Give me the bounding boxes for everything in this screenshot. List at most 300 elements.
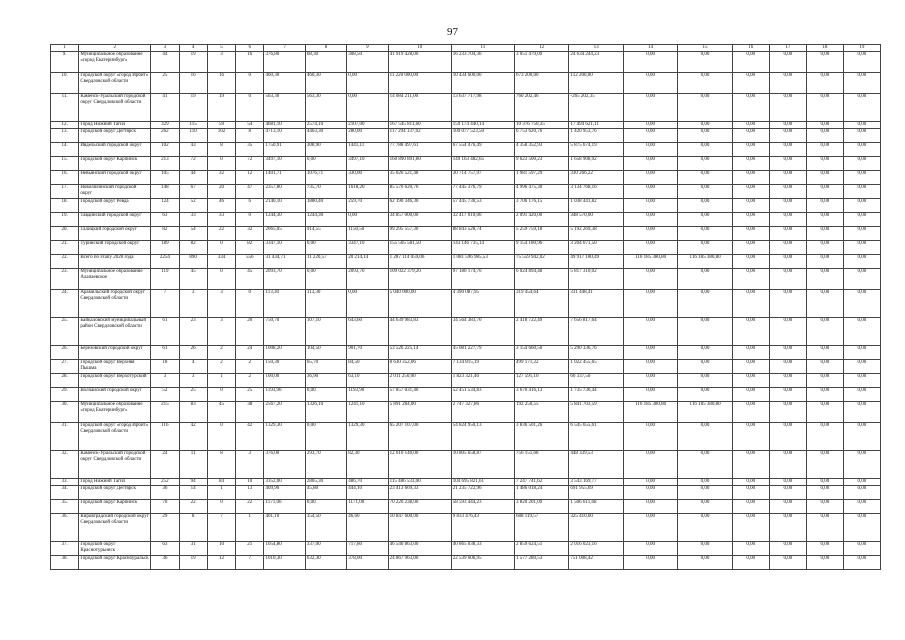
table-cell: 4463,30: [305, 129, 346, 143]
table-cell: 460,30: [264, 73, 305, 94]
table-cell: 4 996 475,30: [514, 185, 568, 199]
table-cell: 192 250,55: [514, 402, 568, 423]
table-cell: 62 190 346,30: [388, 199, 451, 213]
table-cell: 10 847 600,00: [388, 514, 451, 542]
table-row: [51, 255, 881, 269]
table-cell: 0,00: [843, 227, 880, 241]
table-cell: 11.: [51, 94, 79, 122]
column-header: 1: [51, 45, 79, 52]
table-row: [51, 290, 881, 318]
table-cell: 0,00: [623, 171, 677, 185]
table-cell: 25: [179, 388, 207, 402]
table-cell: 2: [207, 360, 235, 374]
table-cell: 0,00: [843, 360, 880, 374]
table-cell: 0,00: [305, 388, 346, 402]
table-cell: 9 623 500,23: [514, 157, 568, 171]
table-cell: 0,00: [806, 171, 843, 185]
table-cell: 10: [236, 479, 264, 486]
table-cell: 0,00: [732, 227, 769, 241]
table-cell: 63: [151, 542, 179, 556]
table-cell: 11: [179, 451, 207, 479]
table-cell: 1 981 597,29: [514, 171, 568, 185]
table-cell: 29: [151, 514, 179, 542]
table-cell: 0,00: [732, 290, 769, 318]
table-cell: 0,00: [732, 479, 769, 486]
table-cell: 331 448,41: [569, 290, 623, 318]
table-cell: 5 891 284,00: [388, 402, 451, 423]
table-cell: 42: [236, 423, 264, 451]
table-cell: 37.: [51, 542, 79, 556]
table-row: [51, 318, 881, 346]
table-row: [51, 500, 881, 514]
table-cell: 112 200,00: [569, 73, 623, 94]
municipality-name-cell: Тавдинский городской округ: [79, 213, 151, 227]
column-header: 15: [678, 45, 732, 52]
table-cell: 31 434,71: [264, 255, 305, 269]
table-cell: 5 040 000,00: [388, 290, 451, 318]
table-cell: 2093,70: [347, 269, 388, 290]
column-header: 9: [347, 45, 388, 52]
table-cell: 65 207 107,00: [388, 423, 451, 451]
table-cell: 2: [207, 346, 235, 360]
table-cell: 0,00: [769, 213, 806, 227]
table-row: [51, 241, 881, 255]
table-cell: 0,00: [769, 542, 806, 556]
table-cell: 124: [151, 199, 179, 213]
table-cell: 12 010 140,00: [388, 451, 451, 479]
table-cell: 901,70: [347, 346, 388, 360]
table-cell: 0,00: [843, 290, 880, 318]
table-cell: 21.: [51, 241, 79, 255]
table-cell: 107,10: [305, 318, 346, 346]
table-cell: 1 081 596 985,53: [451, 255, 514, 269]
table-cell: 760 202,46: [514, 94, 568, 122]
table-cell: 46: [207, 199, 235, 213]
column-header: 19: [843, 45, 880, 52]
table-cell: 34.: [51, 486, 79, 500]
table-cell: 23.: [51, 269, 79, 290]
table-cell: 44: [179, 171, 207, 185]
table-cell: 1401,71: [264, 171, 305, 185]
table-cell: 0,00: [678, 94, 732, 122]
table-cell: 0,00: [769, 451, 806, 479]
table-cell: 109 022 379,20: [388, 269, 451, 290]
table-cell: 0,00: [843, 388, 880, 402]
table-cell: 0,00: [843, 451, 880, 479]
table-cell: 751 008,42: [569, 556, 623, 570]
table-cell: 6 545 655,61: [569, 423, 623, 451]
table-cell: 890: [179, 255, 207, 269]
table-cell: 750,70: [264, 318, 305, 346]
table-cell: 262: [151, 129, 179, 143]
table-cell: 58 593 444,23: [451, 500, 514, 514]
table-cell: 0,00: [732, 374, 769, 388]
table-cell: 2357,80: [264, 185, 305, 199]
table-cell: 11 220 000,00: [388, 73, 451, 94]
table-cell: 3347,10: [347, 241, 388, 255]
column-header: 2: [79, 45, 151, 52]
table-cell: 0,00: [806, 346, 843, 360]
table-cell: 0,00: [678, 199, 732, 213]
table-cell: 0,00: [843, 542, 880, 556]
table-cell: 1 038 441,82: [569, 199, 623, 213]
table-row: [51, 129, 881, 143]
table-cell: 0,00: [732, 241, 769, 255]
table-cell: 45 081 227,79: [451, 346, 514, 360]
municipality-name-cell: Каменск-Уральский городской округ Свердловской области: [79, 451, 151, 479]
table-cell: 0,00: [678, 346, 732, 360]
table-cell: 0,00: [732, 129, 769, 143]
table-cell: 1 823 321,40: [451, 374, 514, 388]
table-cell: 12: [207, 556, 235, 570]
table-cell: 9 833 476,43: [451, 514, 514, 542]
table-cell: 0,00: [678, 241, 732, 255]
table-cell: 83: [179, 402, 207, 423]
table-cell: 0,00: [732, 500, 769, 514]
table-cell: 0,00: [769, 290, 806, 318]
table-cell: 2574,10: [305, 122, 346, 129]
table-cell: 21: [236, 542, 264, 556]
municipality-name-cell: Муниципальное образование «город Екатеринбург»: [79, 52, 151, 73]
table-cell: 0,00: [623, 514, 677, 542]
table-cell: 3 670 416,13: [514, 388, 568, 402]
table-cell: 215: [151, 402, 179, 423]
table-cell: 0,00: [623, 269, 677, 290]
table-cell: 0: [236, 290, 264, 318]
table-cell: 0,00: [623, 213, 677, 227]
table-cell: 0,00: [769, 318, 806, 346]
table-cell: 0,00: [843, 129, 880, 143]
table-cell: 0,00: [623, 500, 677, 514]
table-cell: 41: [151, 94, 179, 122]
table-cell: 1 287 114 059,06: [388, 255, 451, 269]
table-cell: 148: [151, 185, 179, 199]
table-cell: 115: [179, 122, 207, 129]
municipality-name-cell: Городской округ Дегтярск: [79, 129, 151, 143]
table-cell: 1 506 611,68: [569, 500, 623, 514]
table-cell: 3347,10: [264, 241, 305, 255]
table-cell: 0: [207, 423, 235, 451]
table-cell: 67: [179, 185, 207, 199]
table-cell: 0,00: [623, 94, 677, 122]
table-cell: 0,00: [769, 122, 806, 129]
table-cell: 0: [207, 500, 235, 514]
table-cell: 116 185 380,80: [678, 402, 732, 423]
column-header: 7: [264, 45, 305, 52]
table-cell: 1 022 455,65: [569, 360, 623, 374]
municipality-name-cell: Березовский городской округ: [79, 346, 151, 360]
table-cell: 0,00: [732, 346, 769, 360]
table-cell: 0,00: [806, 479, 843, 486]
table-cell: 0,00: [732, 402, 769, 423]
table-cell: 0,00: [843, 73, 880, 94]
table-cell: 1193,90: [347, 388, 388, 402]
table-row: [51, 486, 881, 500]
table-cell: 52: [151, 388, 179, 402]
table-cell: 3: [207, 290, 235, 318]
table-cell: 0,00: [769, 73, 806, 94]
table-cell: 36: [151, 556, 179, 570]
table-cell: 0,00: [732, 171, 769, 185]
table-cell: 3352,00: [264, 479, 305, 486]
table-cell: 17 494 621,11: [569, 122, 623, 129]
column-header: 16: [732, 45, 769, 52]
table-cell: 35.: [51, 500, 79, 514]
table-cell: 0: [207, 388, 235, 402]
table-cell: 0,00: [843, 514, 880, 542]
table-cell: 44 639 983,83: [388, 318, 451, 346]
table-cell: 0,00: [305, 241, 346, 255]
table-cell: 4 358 352,93: [514, 143, 568, 157]
table-cell: 0,00: [623, 241, 677, 255]
table-cell: 0,00: [843, 402, 880, 423]
table-cell: 717,80: [347, 542, 388, 556]
municipality-name-cell: Городской округ Карпинск: [79, 500, 151, 514]
table-cell: 8: [179, 514, 207, 542]
table-cell: 2065,05: [264, 227, 305, 241]
table-cell: 0,00: [623, 486, 677, 500]
table-cell: 0,00: [769, 479, 806, 486]
municipality-name-cell: Городской округ Краснотурьинск: [79, 542, 151, 556]
table-cell: 2254: [151, 255, 179, 269]
municipality-name-cell: Городской округ Верхотурский: [79, 374, 151, 388]
table-cell: 16: [179, 73, 207, 94]
table-cell: 70 220 238,00: [388, 500, 451, 514]
table-cell: 75 559 942,02: [514, 255, 568, 269]
table-cell: 4681,10: [264, 122, 305, 129]
table-cell: 5 841 703,59: [569, 402, 623, 423]
table-cell: 0,00: [843, 199, 880, 213]
table-cell: 0,00: [623, 227, 677, 241]
table-cell: 70: [151, 500, 179, 514]
table-cell: 1 735 730,44: [569, 388, 623, 402]
table-cell: 5 875 674,19: [569, 143, 623, 157]
table-cell: 18: [151, 360, 179, 374]
table-cell: 3 836 501,26: [514, 423, 568, 451]
table-cell: 0,00: [843, 213, 880, 227]
table-cell: 0,00: [623, 129, 677, 143]
table-cell: 2 091 420,00: [514, 213, 568, 227]
table-cell: 0,00: [623, 556, 677, 570]
table-cell: 1193,90: [264, 388, 305, 402]
table-cell: 0,00: [843, 122, 880, 129]
table-cell: 104 695 821,61: [451, 479, 514, 486]
table-cell: 7 656 817,64: [569, 318, 623, 346]
table-cell: 0,00: [806, 388, 843, 402]
table-cell: 0,00: [623, 157, 677, 171]
table-cell: 0,00: [806, 157, 843, 171]
table-cell: 0,00: [623, 374, 677, 388]
table-cell: 63,10: [347, 374, 388, 388]
table-cell: 0,00: [347, 73, 388, 94]
table-cell: 84,50: [347, 360, 388, 374]
table-cell: 0,00: [843, 486, 880, 500]
table-cell: 9 154 180,96: [514, 241, 568, 255]
table-cell: 46,60: [347, 514, 388, 542]
table-cell: 0,00: [806, 52, 843, 73]
table-cell: 401,10: [264, 514, 305, 542]
table-cell: 14.: [51, 143, 79, 157]
table-cell: 54: [179, 227, 207, 241]
table-cell: 673 200,00: [514, 73, 568, 94]
table-cell: 319 454,64: [514, 290, 568, 318]
table-cell: 12.: [51, 122, 79, 129]
table-cell: 27.: [51, 360, 79, 374]
table-cell: 72: [179, 157, 207, 171]
table-cell: 4 390 087,95: [451, 290, 514, 318]
municipality-name-cell: Городской округ «город Ирбит» Свердловской области: [79, 73, 151, 94]
table-cell: 189: [151, 241, 179, 255]
table-cell: 0,00: [732, 486, 769, 500]
table-cell: 0,00: [678, 171, 732, 185]
table-cell: 0,00: [623, 143, 677, 157]
table-cell: 38: [236, 402, 264, 423]
table-cell: 0,00: [732, 556, 769, 570]
table-cell: 26.: [51, 346, 79, 360]
table-cell: 0,00: [806, 185, 843, 199]
table-cell: 57 445 730,53: [451, 199, 514, 213]
table-cell: 0,00: [806, 129, 843, 143]
table-cell: 77 445 376,79: [451, 185, 514, 199]
municipality-name-cell: Всего по этапу 2020 года: [79, 255, 151, 269]
table-cell: 52: [179, 199, 207, 213]
table-cell: 7: [236, 556, 264, 570]
table-cell: 0,00: [623, 542, 677, 556]
table-row: [51, 73, 881, 94]
column-header: 5: [207, 45, 235, 52]
table-cell: 0,00: [678, 374, 732, 388]
table-cell: 23: [179, 318, 207, 346]
table-cell: 0,00: [843, 241, 880, 255]
table-cell: 2 859 624,51: [514, 542, 568, 556]
table-cell: 33: [207, 213, 235, 227]
table-cell: 334: [207, 255, 235, 269]
municipality-name-cell: Ивдельский городской округ: [79, 143, 151, 157]
table-cell: 54 824 950,13: [451, 423, 514, 451]
table-cell: 104,50: [305, 346, 346, 360]
table-cell: 40 865 038,33: [451, 542, 514, 556]
table-cell: 0: [236, 73, 264, 94]
table-cell: 150,30: [264, 360, 305, 374]
table-cell: 32: [236, 227, 264, 241]
table-cell: 0,00: [806, 542, 843, 556]
table-cell: 0,00: [843, 255, 880, 269]
table-cell: 0,00: [678, 73, 732, 94]
table-cell: 25: [236, 388, 264, 402]
table-cell: 1244,30: [264, 213, 305, 227]
table-header-row: [51, 45, 881, 52]
table-cell: 0,00: [769, 269, 806, 290]
table-cell: 18.: [51, 199, 79, 213]
table-cell: 0,00: [305, 269, 346, 290]
table-row: [51, 423, 881, 451]
table-cell: 2: [236, 374, 264, 388]
table-row: [51, 122, 881, 129]
table-cell: 0,00: [732, 185, 769, 199]
table-cell: 143 146 735,14: [451, 241, 514, 255]
table-cell: 0,00: [678, 514, 732, 542]
column-header: 17: [769, 45, 806, 52]
table-cell: 0,00: [732, 94, 769, 122]
municipality-name-cell: Каменск-Уральский городской округ Свердловской области: [79, 94, 151, 122]
table-cell: 63: [151, 213, 179, 227]
table-cell: 7: [151, 290, 179, 318]
table-cell: 2 747 327,86: [451, 402, 514, 423]
table-cell: 16: [236, 52, 264, 73]
table-cell: 20 214,14: [347, 255, 388, 269]
table-cell: 116: [151, 423, 179, 451]
table-cell: 0,00: [623, 199, 677, 213]
table-cell: 0,00: [769, 402, 806, 423]
table-cell: 116 185 380,80: [678, 255, 732, 269]
table-cell: 0,00: [678, 500, 732, 514]
table-cell: 308,90: [305, 143, 346, 157]
table-cell: 688 119,57: [514, 514, 568, 542]
table-cell: 85 576 620,76: [388, 185, 451, 199]
municipality-name-cell: Новолялинский городской округ: [79, 185, 151, 199]
table-cell: 0,00: [678, 143, 732, 157]
table-cell: 3 204 671,50: [569, 241, 623, 255]
table-cell: 0: [207, 241, 235, 255]
table-cell: 3: [207, 52, 235, 73]
municipality-name-cell: Городской округ Верхняя Пышма: [79, 360, 151, 374]
table-cell: 16.: [51, 171, 79, 185]
table-cell: 3 154 660,50: [514, 346, 568, 360]
column-header: 13: [569, 45, 623, 52]
table-cell: 0,00: [732, 213, 769, 227]
table-cell: 19: [179, 52, 207, 73]
table-cell: 0,00: [806, 241, 843, 255]
table-cell: 30.: [51, 402, 79, 423]
table-cell: 0,00: [305, 157, 346, 171]
table-cell: 45: [236, 269, 264, 290]
table-cell: -265 202,35: [569, 94, 623, 122]
table-cell: 54: [236, 122, 264, 129]
table-cell: 3497,10: [264, 157, 305, 171]
table-cell: 0,00: [843, 94, 880, 122]
table-cell: 0,00: [623, 423, 677, 451]
table-cell: 10.: [51, 73, 79, 94]
table-cell: 0,00: [843, 374, 880, 388]
table-cell: 0,00: [843, 318, 880, 346]
table-cell: 1150,50: [347, 227, 388, 241]
table-cell: 0,00: [806, 423, 843, 451]
table-cell: 3497,10: [347, 157, 388, 171]
table-cell: 0,00: [678, 542, 732, 556]
table-cell: 0,00: [806, 73, 843, 94]
table-cell: 0,00: [843, 143, 880, 157]
table-cell: 46 540 863,00: [388, 542, 451, 556]
table-cell: 325 410,00: [569, 514, 623, 542]
table-cell: 116 185 380,80: [623, 255, 677, 269]
table-cell: 0,00: [843, 479, 880, 486]
table-cell: 2 418 722,49: [514, 318, 568, 346]
table-cell: 0,00: [769, 171, 806, 185]
municipality-name-cell: Муниципальное образование Алапаевское: [79, 269, 151, 290]
table-cell: 155 505 581,50: [388, 241, 451, 255]
table-cell: 0,00: [806, 122, 843, 129]
table-cell: 0,00: [678, 318, 732, 346]
table-cell: 2: [236, 360, 264, 374]
table-cell: 22 539 606,95: [451, 556, 514, 570]
table-cell: 2 016 023,16: [569, 542, 623, 556]
table-cell: 0,00: [623, 318, 677, 346]
municipality-name-cell: Туринский городской округ: [79, 241, 151, 255]
table-cell: 0,00: [806, 486, 843, 500]
table-cell: 348 570,00: [569, 213, 623, 227]
municipality-name-cell: Городской округ «город Ирбит» Свердловской области: [79, 423, 151, 451]
table-cell: 0,00: [843, 185, 880, 199]
